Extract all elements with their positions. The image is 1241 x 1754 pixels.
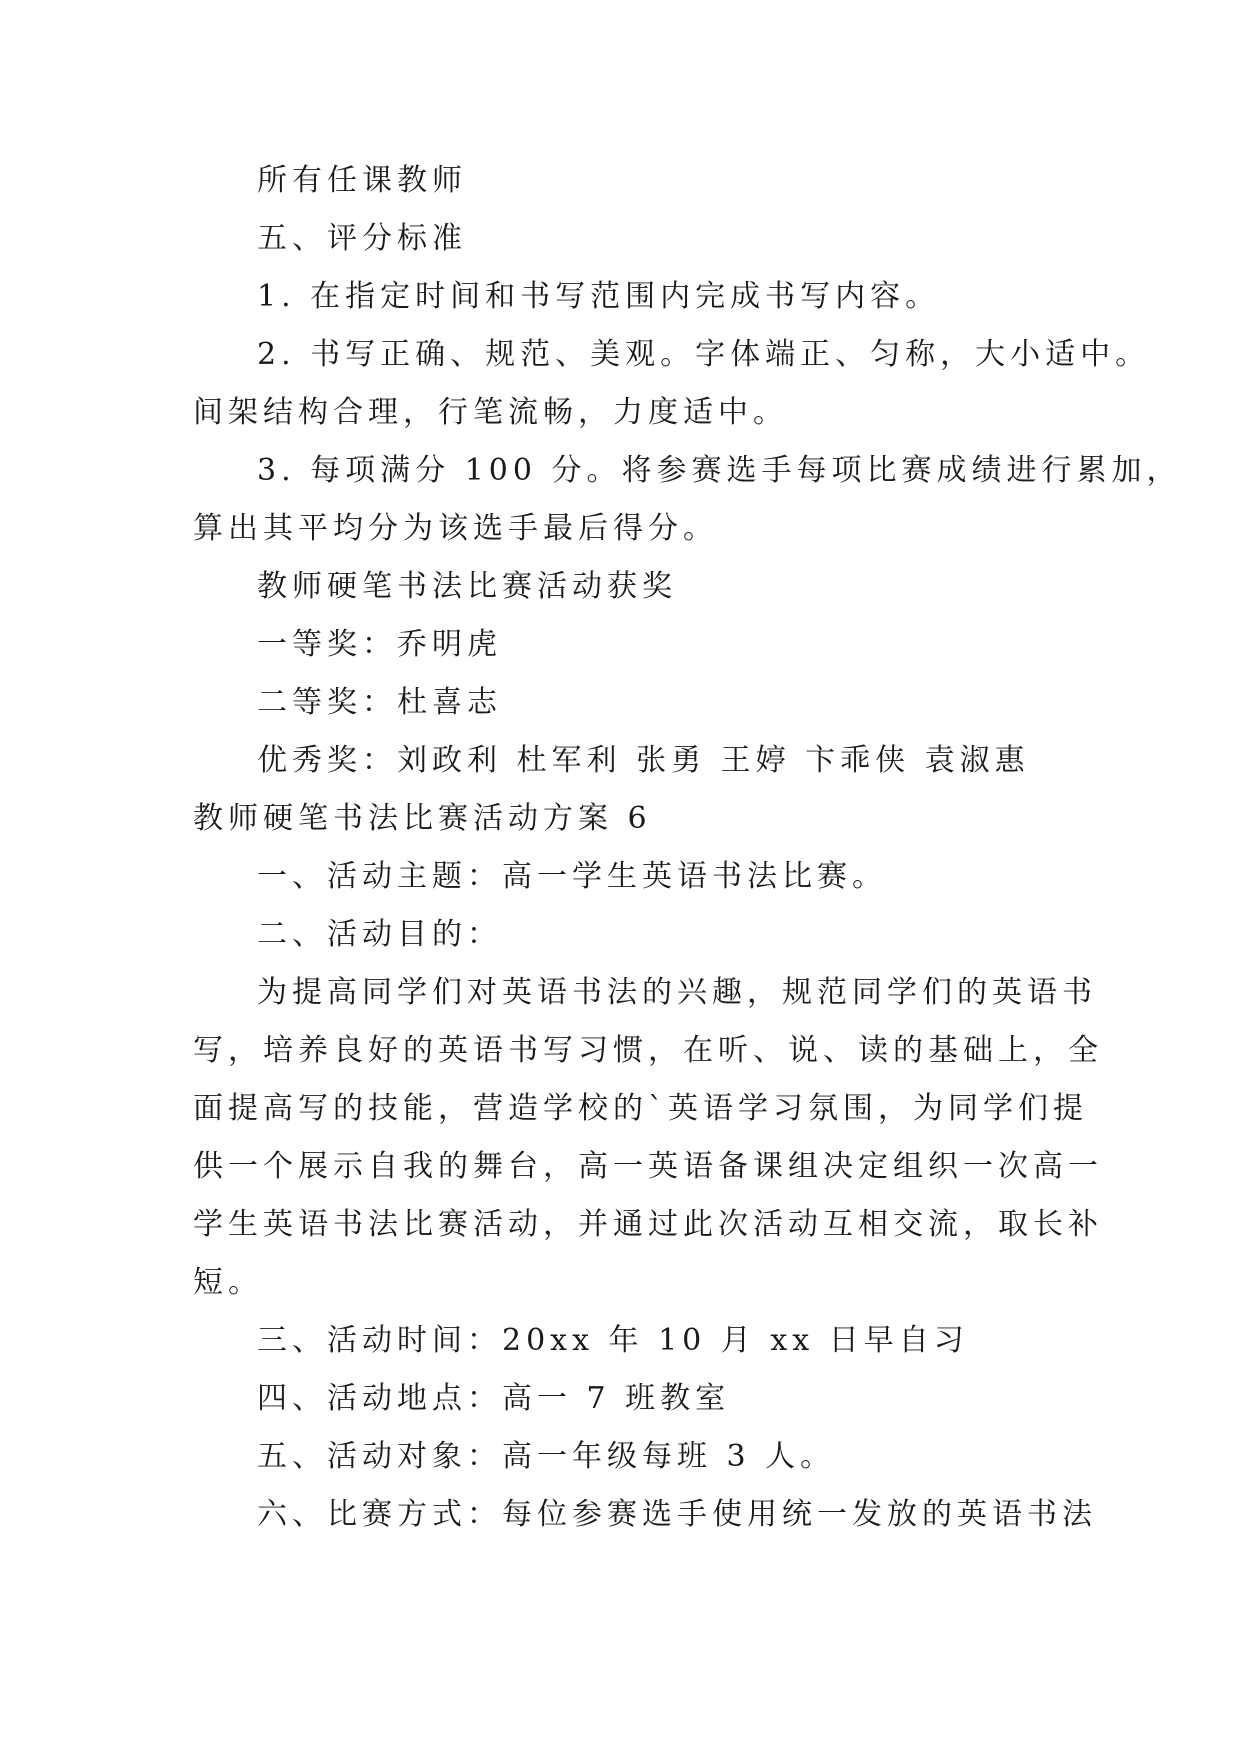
section-heading: 六、比赛方式：每位参赛选手使用统一发放的英语书法 [257,1497,1097,1532]
paragraph-line: 所有任课教师 [257,163,467,198]
section-heading: 四、活动地点：高一 7 班教室 [257,1381,731,1416]
section-heading: 五、活动对象：高一年级每班 3 人。 [257,1439,836,1474]
document-body [193,152,1182,1544]
award-line: 一等奖：乔明虎 [257,627,502,662]
paragraph-line: 写，培养良好的英语书写习惯，在听、说、读的基础上，全 [193,1033,1103,1068]
paragraph-line: 短。 [193,1265,263,1300]
paragraph-line: 为提高同学们对英语书法的兴趣，规范同学们的英语书 [257,975,1097,1010]
paragraph-line: 算出其平均分为该选手最后得分。 [193,511,718,546]
paragraph-line: 1. 在指定时间和书写范围内完成书写内容。 [257,279,941,314]
section-heading: 一、活动主题：高一学生英语书法比赛。 [257,859,887,894]
section-heading: 三、活动时间：20xx 年 10 月 xx 日早自习 [257,1323,969,1358]
paragraph-line: 面提高写的技能，营造学校的`英语学习氛围，为同学们提 [193,1091,1088,1126]
section-heading: 教师硬笔书法比赛活动获奖 [257,569,677,604]
paragraph-line: 2. 书写正确、规范、美观。字体端正、匀称，大小适中。 [257,337,1151,372]
paragraph-line: 供一个展示自我的舞台，高一英语备课组决定组织一次高一 [193,1149,1103,1184]
paragraph-line: 间架结构合理，行笔流畅，力度适中。 [193,395,788,430]
paragraph-line: 学生英语书法比赛活动，并通过此次活动互相交流，取长补 [193,1207,1103,1242]
section-heading: 二、活动目的： [257,917,502,952]
paragraph-line: 3. 每项满分 100 分。将参赛选手每项比赛成绩进行累加， [257,453,1182,488]
document-title: 教师硬笔书法比赛活动方案 6 [193,801,652,836]
section-heading: 五、评分标准 [257,221,467,256]
award-line: 优秀奖：刘政利 杜军利 张勇 王婷 卞乖侠 袁淑惠 [257,743,1030,778]
award-line: 二等奖：杜喜志 [257,685,502,720]
